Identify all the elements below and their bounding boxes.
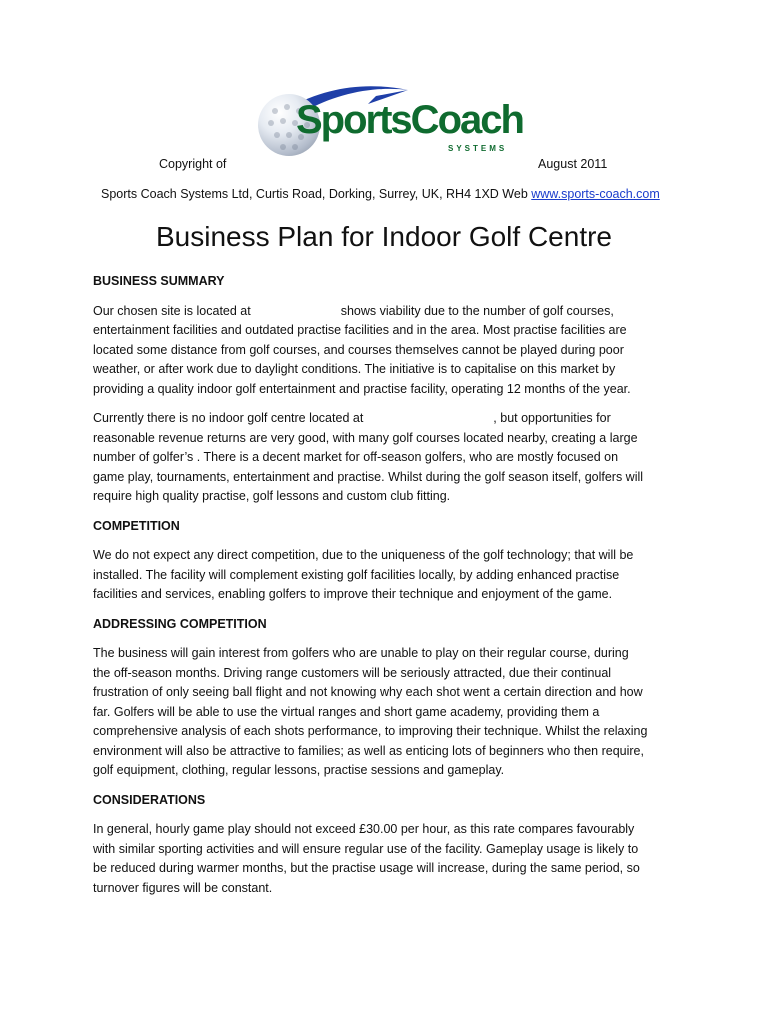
- text-line: frustration of only seeing ball flight and not knowing why each shot went a certain direction and how: [93, 685, 643, 699]
- paragraph: [93, 409, 693, 507]
- section-heading-considerations: CONSIDERATIONS: [93, 792, 206, 807]
- text-line: We do not expect any direct competition, due to the uniqueness of the golf technology; that will be: [93, 548, 634, 562]
- text-line: be reduced during warmer months, but the practise usage will increase, during the same period, so: [93, 861, 640, 875]
- paragraph: [93, 302, 693, 400]
- section-heading-addressing-competition: ADDRESSING COMPETITION: [93, 616, 267, 631]
- text-line: reasonable revenue returns are very good, with many golf courses located nearby, creating a large: [93, 430, 638, 445]
- text-line: require high quality practise, golf lessons and custom club fitting.: [93, 489, 451, 503]
- text-line: with similar sporting activities and will ensure regular use of the facility. Gameplay usage is likely to: [93, 841, 639, 856]
- document-title: Business Plan for Indoor Golf Centre: [155, 221, 612, 252]
- text-line: located some distance from golf courses, and courses themselves cannot be played during poor: [93, 342, 624, 357]
- paragraph: [93, 644, 693, 781]
- section-heading-business-summary: BUSINESS SUMMARY: [93, 274, 225, 288]
- website-link[interactable]: www.sports-coach.com: [531, 187, 660, 201]
- section-heading-competition: COMPETITION: [93, 518, 180, 533]
- text-line: golf equipment, clothing, regular lessons, practise sessions and gameplay.: [93, 763, 505, 777]
- text-line: weather, or after work due to daylight conditions. The initiative is to capitalise on this market by: [93, 362, 616, 376]
- logo-wordmark: SportsCoach: [296, 98, 523, 142]
- copyright-label: Copyright of: [159, 157, 227, 171]
- text-line: turnover figures will be constant.: [93, 880, 273, 895]
- text-line: Our chosen site is located at shows viability due to the number of golf courses,: [93, 303, 614, 318]
- address-text: Sports Coach Systems Ltd, Curtis Road, Dorking, Surrey, UK, RH4 1XD Web: [101, 187, 532, 201]
- document-body: [93, 272, 693, 908]
- text-line: comprehensive analysis of each shots performance, to improving their technique. Whilst the relaxing: [93, 724, 648, 738]
- text-line: facilities and services, enabling golfers to improve their technique and enjoyment of the game.: [93, 587, 613, 601]
- logo-subtitle: SYSTEMS: [448, 144, 508, 153]
- text-line: game play, tournaments, entertainment and practise. Whilst during the golf season itself, golfers will: [93, 469, 644, 484]
- text-line: In general, hourly game play should not exceed £30.00 per hour, as this rate compares favourably: [93, 822, 635, 836]
- sportscoach-logo: [258, 82, 534, 162]
- text-line: far. Golfers will be able to use the virtual ranges and short game academy, providing them a: [93, 704, 600, 719]
- text-line: environment will also be attractive to families; as well as enticing lots of beginners who then require,: [93, 743, 644, 758]
- paragraph: [93, 820, 693, 898]
- text-line: Currently there is no indoor golf centre located at , but opportunities for: [93, 411, 611, 425]
- text-line: number of golfer’s . There is a decent market for off-season golfers, who are mostly focused on: [93, 450, 619, 464]
- text-line: providing a quality indoor golf entertainment and practise facility, operating 12 months of the year.: [93, 381, 631, 396]
- text-line: the off-season months. Driving range customers will be seriously attracted, due their continual: [93, 665, 612, 680]
- paragraph: [93, 546, 693, 605]
- text-line: entertainment facilities and outdated practise facilities and in the area. Most practise facilities are: [93, 323, 627, 337]
- company-address: [101, 186, 660, 202]
- copyright-date: August 2011: [538, 157, 608, 171]
- text-line: installed. The facility will complement existing golf facilities locally, by adding enhanced practise: [93, 567, 620, 582]
- text-line: The business will gain interest from golfers who are unable to play on their regular course, during: [93, 646, 629, 660]
